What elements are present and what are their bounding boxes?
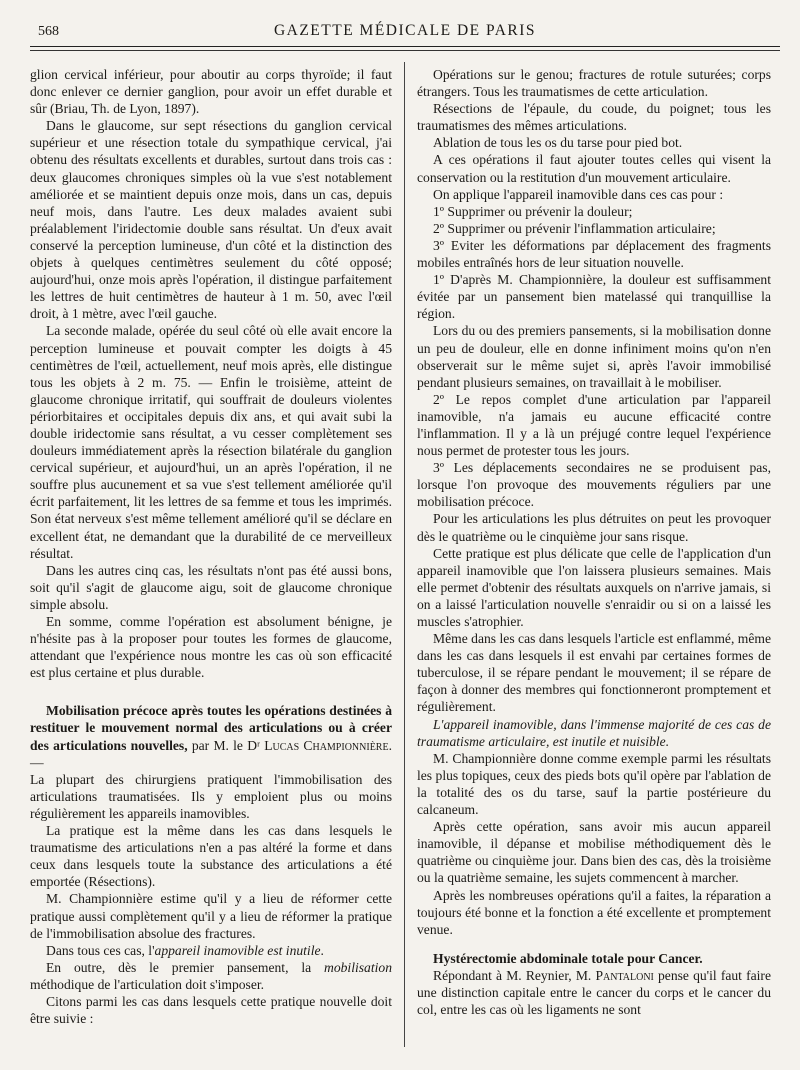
left-column [30, 66, 392, 1027]
page-header [30, 18, 780, 42]
text-run: En outre, dès le premier pansement, la [46, 959, 325, 975]
paragraph: Pour les articulations les plus détruites on peut les provoquer dès le quatrième ou le cinquième jour sans risque. [417, 511, 771, 544]
section-heading: Mobilisation précoce après toutes les opérations destinées à restituer le mouvement normal des articulations ou à créer des articulations nouvelles, [30, 703, 392, 753]
section-heading: Hystérectomie abdominale totale pour Cancer. [433, 950, 703, 966]
paragraph: Dans le glaucome, sur sept résections du ganglion cervical supérieur et une résection totale du sympathique cervical, j'ai obtenu des résultats excellents et durables, surtout dans trois cas : deux glaucomes chroniques simples où la vue s'est notablement améliorée et se maintient depuis onze mois, dans un cas, depuis neuf mois, dans l'autre. Les deux malades avaient subi préalablement l'iridectomie double sans résultat. Un d'eux avait conservé la perception lumineuse, d'un côté et la distinction des objets à quelques centimètres seulement du côté opposé; aujourd'hui, onze mois après l'opération, il distingue parfaitement les lettres de huit centimètres de hauteur à 1 m. 50, avec l'œil droit, à 1 mètre, avec l'œil gauche. [30, 118, 392, 322]
paragraph: La seconde malade, opérée du seul côté où elle avait encore la perception lumineuse et pouvait compter les doigts à 45 centimètres de l'œil, actuellement, neuf mois après, elle distingue tous les objets à 2 m. 75. — Enfin le troisième, atteint de glaucome chronique irritatif, qui souffrait de douleurs violentes périorbitaires et occipitales depuis dix ans, et qui avait subi la double iridectomie sans résultat, a vu cesser complètement ses douleurs immédiatement après la résection bilatérale du ganglion cervical supérieur, et aujourd'hui, un an après l'opération, il ne souffre plus aucunement et sa vue s'est tellement améliorée qu'il écrit parfaitement, lit les lettres de sa femme et tous les imprimés. Son état nerveux s'est même tellement amélioré qu'il se déclare en excellent état, ne demandant que la durabilité de ce merveilleux résultat. [30, 323, 392, 561]
header-rule-thin [30, 50, 780, 51]
section-gap [417, 938, 771, 950]
paragraph: 1º D'après M. Championnière, la douleur est suffisamment évitée par un pansement bien matelassé qui tranquillise la région. [417, 272, 771, 322]
text-run: méthodique de l'articulation doit s'imposer. [30, 976, 265, 992]
paragraph: Après cette opération, sans avoir mis aucun appareil inamovible, il dépanse et mobilise méthodiquement dès le quatrième ou cinquième jour. Dans bien des cas, dès la troisième ou la quatrième semaine, les sujets commencent à marcher. [417, 819, 771, 886]
text-run: Dans tous ces cas, l' [46, 942, 155, 958]
list-item: 1º Supprimer ou prévenir la douleur; [433, 203, 633, 219]
paragraph: M. Championnière estime qu'il y a lieu de réformer cette pratique aussi complètement qu'il y a lieu de réformer la pratique de l'immobilisation absolue des fractures. [30, 891, 392, 941]
paragraph: Opérations sur le genou; fractures de rotule suturées; corps étrangers. Tous les traumatismes de cette articulation. [417, 67, 771, 100]
paragraph: Après les nombreuses opérations qu'il a faites, la réparation a toujours été bonne et la fonction a été excellente et promptement venue. [417, 887, 771, 937]
column-divider [404, 62, 405, 1047]
section-heading-paragraph [30, 702, 392, 770]
list-item: 3º Eviter les déformations par déplacement des fragments mobiles entraînés hors de leur situation nouvelle. [417, 237, 771, 271]
emphasis: L'appareil inamovible, dans l'immense majorité de ces cas de traumatisme articulaire, est inutile et nuisible. [417, 716, 771, 749]
header-rule [30, 46, 780, 47]
paragraph [30, 959, 392, 993]
text-run: Répondant à M. Reynier, M. [433, 967, 596, 983]
paragraph: Lors du ou des premiers pansements, si la mobilisation donne un peu de douleur, elle en donne infiniment moins qu'on n'en observerait sur le même sujet si, après l'avoir immobilisé pendant plusieurs semaines, on travaillait à le mobiliser. [417, 323, 771, 390]
text-run: pense qu'il faut faire une distinction capitale entre le cancer du corps et le cancer du col, entre les cas où les ligaments ne sont [417, 967, 771, 1018]
byline-suffix: . — [30, 737, 392, 770]
emphasis: appareil inamovible est inutile [154, 942, 321, 958]
byline-prefix: par M. le Dʳ [187, 737, 265, 753]
paragraph: Même dans les cas dans lesquels l'article est enflammé, même dans les cas dans lesquels il est envahi par certaines formes de tuberculose, il se répare pendant le mouvement; il se répare de façon à donner des membres qui fonctionneront promptement et régulièrement. [417, 631, 771, 715]
paragraph: Cette pratique est plus délicate que celle de l'application d'un appareil inamovible que l'on laissera plusieurs semaines. Mais elle permet d'obtenir des résultats auxquels on n'arrive jamais, si on a laissé l'articulation nouvelle s'enraidir ou si on a laissé les muscles s'atrophier. [417, 545, 771, 629]
emphasis: mobilisation [324, 959, 392, 975]
paragraph: Ablation de tous les os du tarse pour pied bot. [433, 135, 683, 151]
paragraph: Résections de l'épaule, du coude, du poignet; tous les traumatismes des mêmes articulations. [417, 101, 771, 134]
paragraph: 3º Les déplacements secondaires ne se produisent pas, lorsque l'on provoque des mouvements réguliers par une mobilisation précoce. [417, 460, 771, 510]
paragraph: Citons parmi les cas dans lesquels cette pratique nouvelle doit être suivie : [30, 993, 392, 1027]
text-run: . [320, 942, 324, 958]
paragraph: A ces opérations il faut ajouter toutes celles qui visent la conservation ou la restitution d'un mouvement articulaire. [417, 152, 771, 185]
section-gap [30, 681, 392, 702]
paragraph: Dans les autres cinq cas, les résultats n'ont pas été aussi bons, soit qu'il s'agit de glaucome aigu, soit de glaucome chronique simple absolu. [30, 562, 392, 612]
paragraph: La pratique est la même dans les cas dans lesquels le traumatisme des articulations n'en a pas altéré la forme et dans ceux dans lesquels toute la substance des articulations a été emportée (Résections). [30, 823, 392, 890]
paragraph: On applique l'appareil inamovible dans ces cas pour : [433, 186, 724, 202]
paragraph [417, 716, 771, 750]
paragraph: glion cervical inférieur, pour aboutir au corps thyroïde; il faut donc enlever ce dernier ganglion, pour avoir un effet durable et sûr (Briau, Th. de Lyon, 1897). [30, 67, 392, 117]
paragraph: M. Championnière donne comme exemple parmi les résultats les plus topiques, ceux des pieds bots qu'il opère par l'ablation de la totalité des os du tarse, sauf la partie postérieure du calcaneum. [417, 750, 771, 818]
paragraph: En somme, comme l'opération est absolument bénigne, je n'hésite pas à la proposer pour toutes les formes de glaucome, attendant que l'expérience nous montre les cas où son efficacité est plus certaine et plus durable. [30, 614, 392, 681]
running-title: GAZETTE MÉDICALE DE PARIS [273, 22, 537, 39]
list-item: 2º Supprimer ou prévenir l'inflammation articulaire; [433, 220, 716, 236]
paragraph: 2º Le repos complet d'une articulation par l'appareil inamovible, n'a jamais eu aucune efficacité contre l'inflammation. Il y a là un préjugé contre lequel l'expérience nous permet de protester tous les jours. [417, 391, 771, 459]
page-number: 568 [38, 24, 59, 39]
author-name: Lucas Championnière [264, 737, 389, 753]
paragraph: La plupart des chirurgiens pratiquent l'immobilisation des articulations traumatisées. Ils y emploient plus ou moins régulièrement les appareils inamovibles. [30, 771, 392, 821]
paragraph [417, 967, 771, 1018]
right-column [417, 66, 771, 1018]
paragraph [30, 942, 392, 959]
author-name: Pantaloni [595, 967, 654, 983]
